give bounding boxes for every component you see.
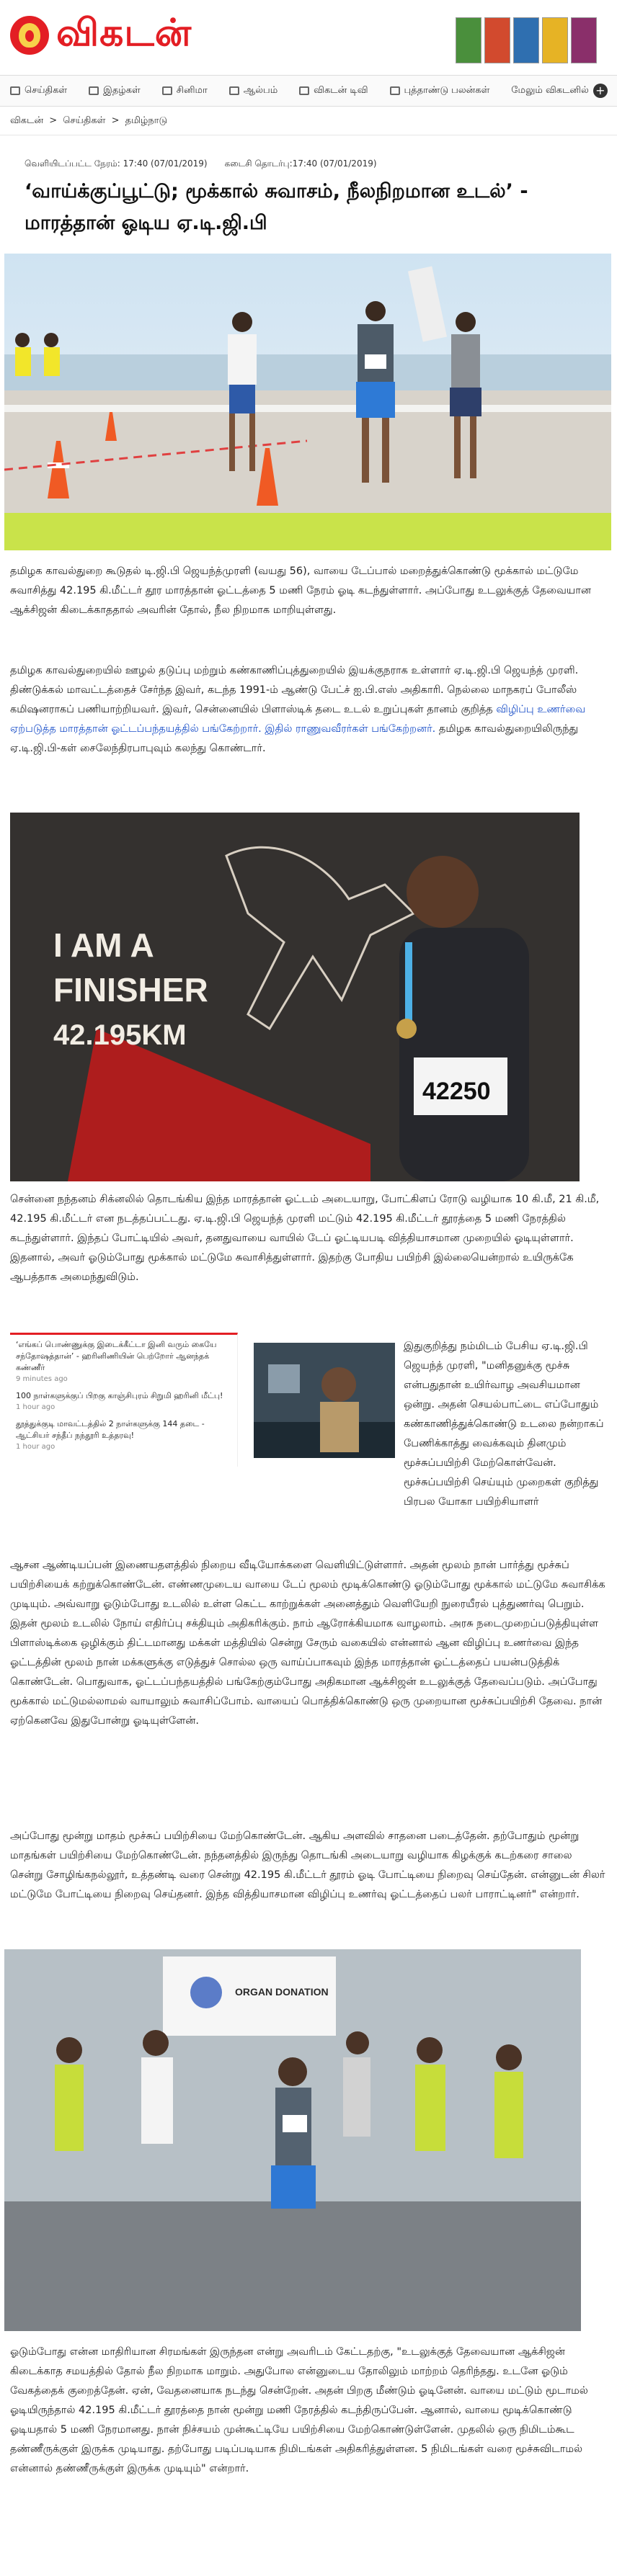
paragraph-text: தமிழக காவல்துறையிலிருந்து ஏ.டி.ஜி.பி-கள் சைலேந்திரபாபுவும் கலந்து கொண்டார். xyxy=(10,723,579,754)
group-run-photo xyxy=(4,1949,581,2331)
breadcrumb-tamilnadu[interactable]: தமிழ்நாடு xyxy=(125,115,168,126)
star-icon xyxy=(390,86,400,95)
sidebar-news-item[interactable] xyxy=(10,1414,237,1454)
article-paragraph: அப்போது மூன்று மாதம் மூச்சுப் பயிற்சியை மேற்கொண்டேன். ஆகிய அளவில் சாதனை படைத்தேன். தற்போதும் மூன்று மாதங்கள் பயிற்சியை மேற்கொண்டேன். நந்தனத்தில் இருந்து தொடங்கி அடையாறு வழியாக கிழக்குக் கடற்கரை சாலை சென்று சோழிங்கநல்லூர், உத்தண்டி வரை சென்று 42.195 கி.மீட்டர் தூரம் ஓடி போட்டியை நிறைவு செய்தேன். என்னுடன் சிலர் மட்டுமே போட்டியை நிறைவு செய்தனர். இந்த வித்தியாசமான விழிப்பு உணர்வு ஓட்டத்தைப் பலர் பாராட்டினர்" என்றார். xyxy=(10,1830,605,1900)
sidebar-news-item[interactable] xyxy=(10,1335,237,1386)
inline-link[interactable]: இதில் ராணுவவீரர்கள் பங்கேற்றனர். xyxy=(261,723,436,735)
latest-news-sidebar xyxy=(10,1333,238,1467)
breadcrumb-home[interactable]: விகடன் xyxy=(10,115,44,126)
site-header xyxy=(0,0,617,75)
logo-text: விகடன் xyxy=(56,11,192,55)
album-icon xyxy=(229,86,239,95)
magazine-cover[interactable] xyxy=(571,17,597,63)
article-paragraph: ஆசன ஆண்டியப்பன் இணையதளத்தில் நிறைய வீடியோக்களை வெளியிட்டுள்ளார். அதன் மூலம் நான் பார்த்து மூச்சுப் பயிற்சியைக் கற்றுக்கொண்டேன். எண்ணமுடைய வாயை டேப் மூலம் மூடிக்கொண்டு ஓடும்போது மூக்கால் மட்டுமே சுவாசிக்க முடியும். அவ்வாறு ஓடும்போது உடலில் உள்ள கெட்ட காற்றுக்கள் அனைத்தும் வெளியேறி நுரையீரல் புத்துணர்வு பெறும். இதன் மூலம் உடலில் நோய் எதிர்ப்பு சக்தியும் அதிகரிக்கும். நாம் ஆரோக்கியமாக வாழலாம். அரசு நடைமுறைப்படுத்தியுள்ள பிளாஸ்டிக்கை ஒழிக்கும் திட்டமானது மக்கள் மத்தியில் சென்று சேரும் வகையில் என்னால் ஆன விழிப்பு உணர்வை இந்த ஓட்டத்தின் மூலம் நான் மக்களுக்கு எடுத்துச் சொல்ல ஒரு வாய்ப்பாகவும் இந்த மாரத்தான் ஓட்டத்தைப் பயன்படுத்திக் கொண்டேன். பொதுவாக, ஓட்டப்பந்தயத்தில் பங்கேற்கும்போது அதிகமான ஆக்சிஜன் உடலுக்குத் தேவைப்படும். அப்போது மூக்கால் மட்டுமல்லாமல் வாயாலும் சுவாசிப்போம். வாயைப் பொத்திக்கொண்டு ஒரு முறையான மூச்சுப்பயிற்சி தேவை. நான் ஏற்கெனவே இதுபோன்று ஓடியுள்ளேன். xyxy=(10,1560,605,1727)
magazine-cover[interactable] xyxy=(484,17,510,63)
nav-label: செய்திகள் xyxy=(25,85,68,96)
article-paragraph: தமிழக காவல்துறை கூடுதல் டி.ஜி.பி ஜெயந்த்முரளி (வயது 56), வாயை டேப்பால் மறைத்துக்கொண்டு மூக்கால் மட்டுமே சுவாசித்து 42.195 கி.மீட்டர் தூர மாரத்தான் ஓட்டத்தை 5 மணி நேரம் ஓடி கடந்துள்ளார். அப்போது உடலுக்குத் தேவையான ஆக்சிஜன் கிடைக்காததால் அவரின் தோல், நீல நிறமாக மாறியுள்ளது. xyxy=(10,565,591,616)
nav-label: புத்தாண்டு பலன்கள் xyxy=(404,85,490,96)
more-menu-button[interactable] xyxy=(511,84,607,98)
article-meta xyxy=(25,158,377,170)
sidebar-news-time: 1 hour ago xyxy=(16,1403,56,1411)
breadcrumb-news[interactable]: செய்திகள் xyxy=(63,115,106,126)
hero-marathon-photo xyxy=(4,254,611,550)
nav-item-tv[interactable] xyxy=(299,85,368,97)
finisher-photo xyxy=(10,813,580,1181)
magazine-icon xyxy=(89,86,99,95)
banner-text: ORGAN DONATION xyxy=(235,1986,329,1998)
finisher-line-2: FINISHER xyxy=(53,971,208,1009)
magazine-covers xyxy=(456,17,597,63)
plus-icon: + xyxy=(593,84,608,98)
nav-label: விகடன் டிவி xyxy=(314,85,368,96)
article-title: ‘வாய்க்குப்பூட்டு; மூக்கால் சுவாசம், நீலநிறமான உடல்’ - மாரத்தான் ஓடிய ஏ.டி.ஜி.பி xyxy=(25,180,528,234)
more-label: மேலும் விகடனில் xyxy=(511,85,589,96)
tv-icon xyxy=(299,86,309,95)
nav-label: ஆல்பம் xyxy=(243,85,278,96)
officer-inset-photo xyxy=(254,1343,395,1458)
published-time: வெளியிடப்பட்ட நேரம்: 17:40 (07/01/2019) xyxy=(25,158,208,169)
sidebar-news-item[interactable] xyxy=(10,1386,237,1414)
sidebar-news-time: 1 hour ago xyxy=(16,1443,56,1451)
nav-label: இதழ்கள் xyxy=(103,85,141,96)
finisher-line-3: 42.195KM xyxy=(53,1019,187,1051)
nav-item-news[interactable] xyxy=(10,85,67,97)
bib-number: 42250 xyxy=(422,1078,491,1105)
nav-item-album[interactable] xyxy=(229,85,278,97)
sidebar-news-text: ‘எங்கப் பொண்ணுக்கு இடைக்கீட்டா இனி வரும் கையே சந்தோஷத்தான்’ - ஹரினிணியின் பெற்றோர் ஆனந்தக் கண்ணீர் xyxy=(16,1340,217,1372)
main-nav xyxy=(0,75,617,107)
article-paragraph xyxy=(10,661,607,759)
logo-emblem-icon xyxy=(10,16,49,55)
article-paragraph: ஓடும்போது என்ன மாதிரியான சிரமங்கள் இருந்தன என்று அவரிடம் கேட்டதற்கு, "உடலுக்குத் தேவையான ஆக்சிஜன் கிடைக்காத சமயத்தில் தோல் நீல நிறமாக மாறும். அதுபோல என்னுடைய தோலிலும் மாற்றம் தெரிந்தது. உடனே ஓடும் வேகத்தைக் குறைத்தேன். ஏன், வேதனையாக நடந்து சென்றேன். அதன் பிறகு மீண்டும் ஓடினேன். வாயை மட்டும் மூடாமல் ஓடியிருந்தால் 42.195 கி.மீட்டர் தூரத்தை நான் மூன்று மணி நேரத்தில் கடந்திருப்பேன். ஆனால், வாயை மூடிக்கொண்டு ஓடியதால் 5 மணி நேரமானது. நான் நிச்சயம் முன்கூட்டியே பயிற்சியை மேற்கொண்டுள்ளேன். முதலில் ஒரு நிமிடம்கூட தண்ணீருக்குள் இருக்க முடியாது. தற்போது படிப்படியாக நிமிடங்கள் அதிகரித்துள்ளன. 5 நிமிடங்கள் வரை மூச்சுவிடாமல் என்னால் தண்ணீருக்குள் இருக்க முடியும்" என்றார். xyxy=(10,2346,588,2474)
finisher-line-1: I AM A xyxy=(53,926,154,964)
updated-time: கடைசி தொடர்பு:17:40 (07/01/2019) xyxy=(224,158,377,169)
magazine-cover[interactable] xyxy=(513,17,539,63)
article-paragraph: சென்னை நந்தனம் சிக்னலில் தொடங்கிய இந்த மாரத்தான் ஓட்டம் அடையாறு, போட்கிளப் ரோடு வழியாக 10 கி.மீ, 21 கி.மீ, 42.195 கி.மீட்டர் என நடத்தப்பட்டது. ஏ.டி.ஜி.பி ஜெயந்த் முரளி மட்டும் 42.195 கி.மீட்டர் தூரத்தை 5 மணி நேரத்தில் கடந்துள்ளார். இந்தப் போட்டியில் அவர், தனதுவாயை வாயில் டேப் ஓட்டியபடி வித்தியாசமான முறையில் ஓடியுள்ளார். இதனால், அவர் ஓடும்போது மூக்கால் மட்டுமே சுவாசித்துள்ளார். இதற்கு போதிய பயிற்சி இல்லையென்றால் உயிருக்கே ஆபத்தாக அமைந்துவிடும். xyxy=(10,1194,600,1283)
inline-link[interactable]: விழிப்பு உணர்வை ஏற்படுத்த மாரத்தான் ஓட்டப்பந்தயத்தில் பங்கேற்றார். xyxy=(10,704,586,735)
breadcrumb-separator: > xyxy=(49,115,58,126)
nav-item-horoscope[interactable] xyxy=(390,85,490,97)
vikatan-logo[interactable] xyxy=(10,10,192,61)
sidebar-news-time: 9 minutes ago xyxy=(16,1375,68,1383)
breadcrumb-separator: > xyxy=(111,115,120,126)
article-paragraph: இதுகுறித்து நம்மிடம் பேசிய ஏ.டி.ஜி.பி ஜெயந்த் முரளி, "மனிதனுக்கு மூச்சு என்பதுதான் உயிர்வாழ அவசியமான ஒன்று. அதன் செயல்பாட்டை எப்போதும் கண்காணித்துக்கொண்டு உடலை நன்றாகப் பேணிக்காத்து வைக்கவும் தினமும் மூச்சுப்பயிற்சி மேற்கொள்வேன். மூச்சுப்பயிற்சி செய்யும் முறைகள் குறித்து பிரபல யோகா பயிற்சியாளர் xyxy=(404,1341,604,1508)
nav-item-cinema[interactable] xyxy=(162,85,208,97)
magazine-cover[interactable] xyxy=(456,17,481,63)
news-icon xyxy=(10,86,20,95)
film-icon xyxy=(162,86,172,95)
breadcrumb xyxy=(0,107,617,135)
paragraph-text: தமிழக காவல்துறையில் ஊழல் தடுப்பு மற்றும் கண்காணிப்புத்துறையில் இயக்குநராக உள்ளார் ஏ.டி.ஜி.பி ஜெயந்த் முரளி. திண்டுக்கல் மாவட்டத்தைச் சேர்ந்த இவர், கடந்த 1991-ம் ஆண்டு பேட்ச் ஐ.பி.எஸ் அதிகாரி. நெல்லை மாநகரப் போலீஸ் கமிஷனராகப் பணியாற்றியவர். இவர், சென்னையில் பிளாஸ்டிக் தடை உடல் உறுப்புகள் தானம் குறித்த xyxy=(10,665,579,715)
nav-label: சினிமா xyxy=(176,85,208,96)
sidebar-news-text: 100 நாள்களுக்குப் பிறகு காஞ்சிபுரம் சிறுமி ஹரினி மீட்பு! xyxy=(16,1391,223,1400)
sidebar-news-text: தூத்துக்குடி மாவட்டத்தில் 2 நாள்களுக்கு 144 தடை - ஆட்சியர் சந்தீப் நந்தூரி உத்தரவு! xyxy=(16,1419,205,1440)
nav-item-magazines[interactable] xyxy=(89,85,141,97)
magazine-cover[interactable] xyxy=(542,17,568,63)
